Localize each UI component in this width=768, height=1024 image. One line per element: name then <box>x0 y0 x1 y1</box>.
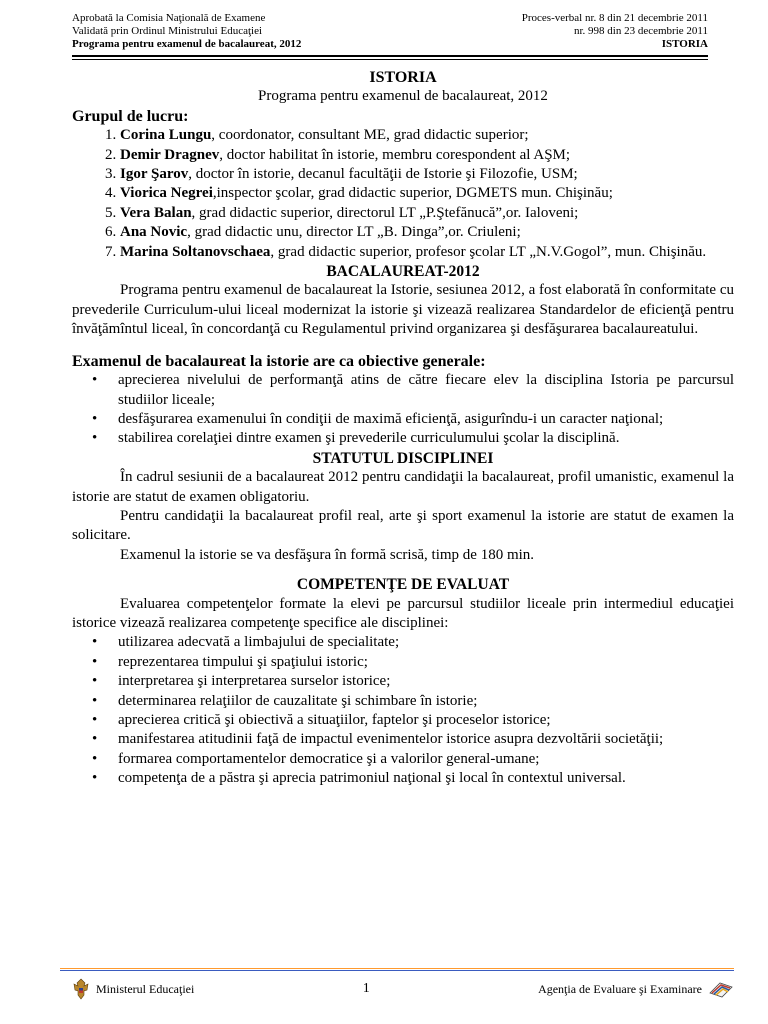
bac-paragraph: Programa pentru examenul de bacalaureat la Istorie, sesiunea 2012, a fost elaborată în conformitate cu prevederile Curriculum-ului liceal modernizat la istorie şi vizează realizarea Standardelor de eficienţă pentru învăţămîntul liceal, în concordanţă cu Regulamentul privind organizarea şi desfăşurarea bacalaureatului. <box>72 282 734 338</box>
list-item <box>120 165 734 184</box>
list-item: • reprezentarea timpului şi spaţiului istoric; <box>118 653 734 672</box>
objectives-heading: Examenul de bacalaureat la istorie are ca obiective generale: <box>72 352 486 370</box>
member-name: Corina Lungu <box>120 127 212 144</box>
list-item <box>120 243 734 262</box>
list-item <box>120 223 734 242</box>
member-desc: , grad didactic superior, directorul LT „P.Ştefănucă”,or. Ialoveni; <box>191 204 579 221</box>
header-divider-thin <box>72 59 708 60</box>
list-item <box>120 146 734 165</box>
member-desc: , coordonator, consultant ME, grad didactic superior; <box>211 127 529 144</box>
agency-name: Agenţia de Evaluare şi Examinare <box>538 981 702 996</box>
footer-left <box>72 978 194 1000</box>
list-item: • determinarea relaţiilor de cauzalitate şi schimbare în istorie; <box>118 692 734 711</box>
page-header <box>72 12 708 51</box>
section-heading-competences: COMPETENŢE DE EVALUAT <box>296 576 510 594</box>
header-divider <box>72 55 708 57</box>
header-minutes: Proces-verbal nr. 8 din 21 decembrie 2011 <box>521 12 708 24</box>
list-item: • manifestarea atitudinii faţă de impactul evenimentelor istorice asupra dezvoltării societăţii; <box>118 730 734 749</box>
status-paragraph: În cadrul sesiunii de a bacalaureat 2012 pentru candidaţii la bacalaureat, profil umanistic, examenul la istorie are statut de examen obligatoriu. <box>72 469 734 505</box>
document-body <box>72 68 734 789</box>
list-item: • stabilirea corelaţiei dintre examen şi prevederile curriculumului şcolar la disciplină. <box>118 429 734 448</box>
list-item: • utilizarea adecvată a limbajului de specialitate; <box>118 633 734 652</box>
header-validation: Validată prin Ordinul Ministrului Educaţiei <box>72 25 263 37</box>
member-desc: , doctor în istorie, decanul facultăţii de Istorie şi Filozofie, USM; <box>188 166 578 183</box>
list-item: • interpretarea şi interpretarea surselor istorice; <box>118 672 734 691</box>
member-desc: , grad didactic superior, profesor şcolar LT „N.V.Gogol”, mun. Chişinău. <box>270 243 707 260</box>
page-number: 1 <box>362 981 370 996</box>
footer-divider-orange <box>60 968 734 969</box>
status-paragraph: Examenul la istorie se va desfăşura în formă scrisă, timp de 180 min. <box>120 546 535 563</box>
coat-of-arms-icon <box>72 978 90 1000</box>
member-name: Demir Dragnev <box>120 146 220 163</box>
section-heading-bac: BACALAUREAT-2012 <box>326 263 480 281</box>
agency-logo-icon <box>708 979 734 999</box>
footer-divider-blue <box>60 970 734 971</box>
status-paragraph: Pentru candidaţii la bacalaureat profil real, arte şi sport examenul la istorie are statut de examen la solicitare. <box>72 507 734 544</box>
page-title: ISTORIA <box>369 69 437 86</box>
list-item <box>120 184 734 203</box>
list-item: • formarea comportamentelor democratice şi a valorilor general-umane; <box>118 750 734 769</box>
member-name: Igor Şarov <box>120 166 189 183</box>
list-item: • aprecierea nivelului de performanţă atins de către fiecare elev la disciplina Istoria pe parcursul studiilor liceale; <box>118 371 734 410</box>
list-item <box>120 204 734 223</box>
group-heading: Grupul de lucru: <box>72 107 189 125</box>
page-subtitle: Programa pentru examenul de bacalaureat, 2012 <box>258 88 548 105</box>
header-program: Programa pentru examenul de bacalaureat, 2012 <box>72 38 302 50</box>
list-item: • competenţa de a păstra şi aprecia patrimoniul naţional şi local în contextul universal. <box>118 769 734 788</box>
section-heading-status: STATUTUL DISCIPLINEI <box>312 449 494 467</box>
member-name: Ana Novic <box>120 224 188 241</box>
list-item: • aprecierea critică şi obiectivă a situaţiilor, faptelor şi proceselor istorice; <box>118 711 734 730</box>
competences-list <box>72 633 734 788</box>
member-desc: ,inspector şcolar, grad didactic superior, DGMETS mun. Chişinău; <box>212 185 613 202</box>
header-order-number: nr. 998 din 23 decembrie 2011 <box>573 25 708 37</box>
member-name: Viorica Negrei <box>120 185 213 202</box>
team-list <box>72 126 734 262</box>
list-item: • desfăşurarea examenului în condiţii de maximă eficienţă, asigurîndu-i un caracter naţional; <box>118 410 734 429</box>
member-name: Marina Soltanovschaea <box>120 243 271 260</box>
member-desc: , grad didactic unu, director LT „B. Dinga”,or. Criuleni; <box>187 224 521 241</box>
member-name: Vera Balan <box>120 204 192 221</box>
member-desc: , doctor habilitat în istorie, membru corespondent al AŞM; <box>219 146 571 163</box>
footer-right <box>538 979 734 999</box>
competences-paragraph: Evaluarea competenţelor formate la elevi pe parcursul studiilor liceale prin intermediul educaţiei istorice vizează realizarea competenţe specifice ale disciplinei: <box>72 595 734 631</box>
list-item <box>120 126 734 145</box>
ministry-name: Ministerul Educaţiei <box>96 981 195 996</box>
header-approval: Aprobată la Comisia Naţională de Examene <box>72 12 266 24</box>
page-footer <box>72 978 734 1000</box>
header-subject: ISTORIA <box>661 38 708 50</box>
objectives-list <box>72 371 734 449</box>
